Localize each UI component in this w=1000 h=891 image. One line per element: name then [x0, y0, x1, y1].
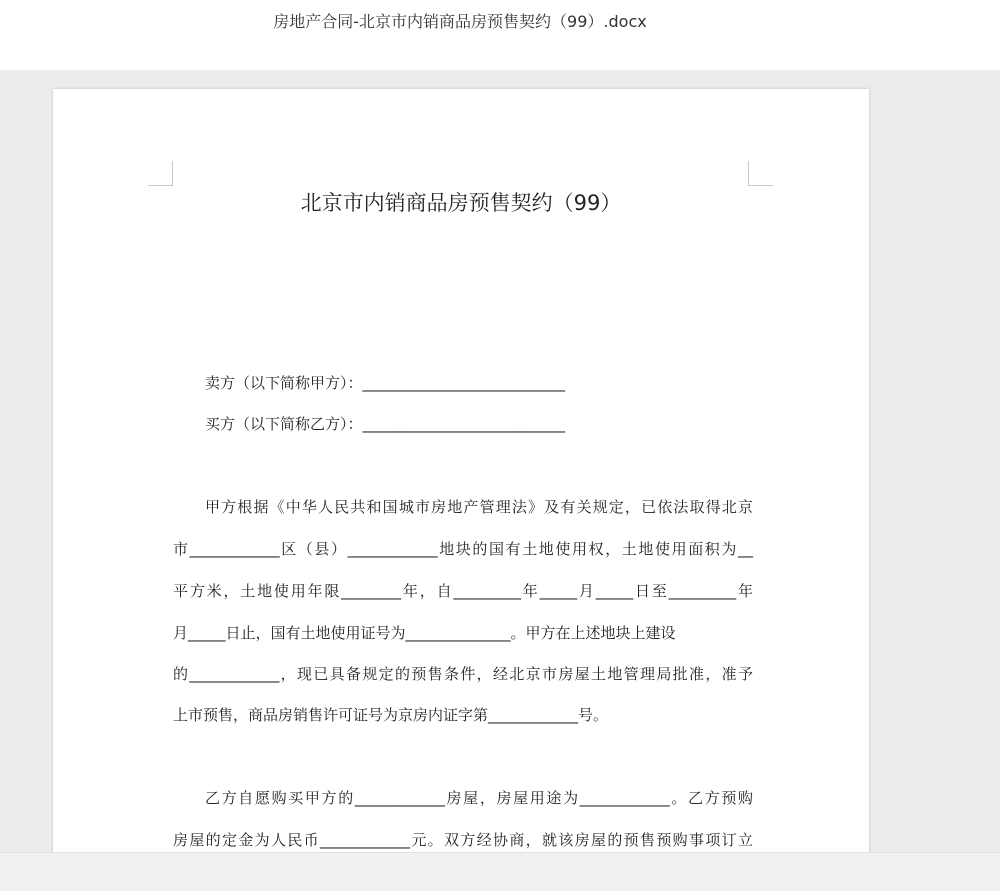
paragraph1-line5: 的____________，现已具备规定的预售条件，经北京市房屋土地管理局批准，准予	[173, 665, 753, 683]
paragraph1-line4: 月_____日止，国有土地使用证号为______________。甲方在上述地块上建设	[173, 624, 676, 642]
bottom-bar	[0, 852, 1000, 891]
document-filename: 房地产合同-北京市内销商品房预售契约（99）.docx	[273, 12, 647, 31]
paragraph1-line2: 市____________区（县）____________地块的国有土地使用权，土地使用面积为__	[173, 540, 753, 558]
margin-corner-top-right	[748, 161, 773, 186]
paragraph1-line6: 上市预售，商品房销售许可证号为京房内证字第____________号。	[173, 706, 609, 724]
paragraph1-line1: 甲方根据《中华人民共和国城市房地产管理法》及有关规定，已依法取得北京	[205, 498, 753, 516]
document-heading: 北京市内销商品房预售契约（99）	[300, 191, 622, 215]
document-canvas[interactable]	[0, 70, 1000, 852]
seller-line: 卖方（以下简称甲方）：___________________________	[205, 374, 566, 392]
paragraph2-line1: 乙方自愿购买甲方的____________房屋，房屋用途为____________。乙方预购	[205, 789, 753, 807]
buyer-line: 买方（以下简称乙方）：___________________________	[205, 415, 566, 433]
title-bar	[0, 0, 1000, 70]
paragraph1-line3: 平方米，土地使用年限________年，自_________年_____月_____日至_________年	[173, 582, 753, 600]
paragraph2-line2: 房屋的定金为人民币____________元。双方经协商，就该房屋的预售预购事项订立	[173, 831, 753, 849]
document-page[interactable]	[53, 89, 869, 852]
margin-corner-top-left	[148, 161, 173, 186]
